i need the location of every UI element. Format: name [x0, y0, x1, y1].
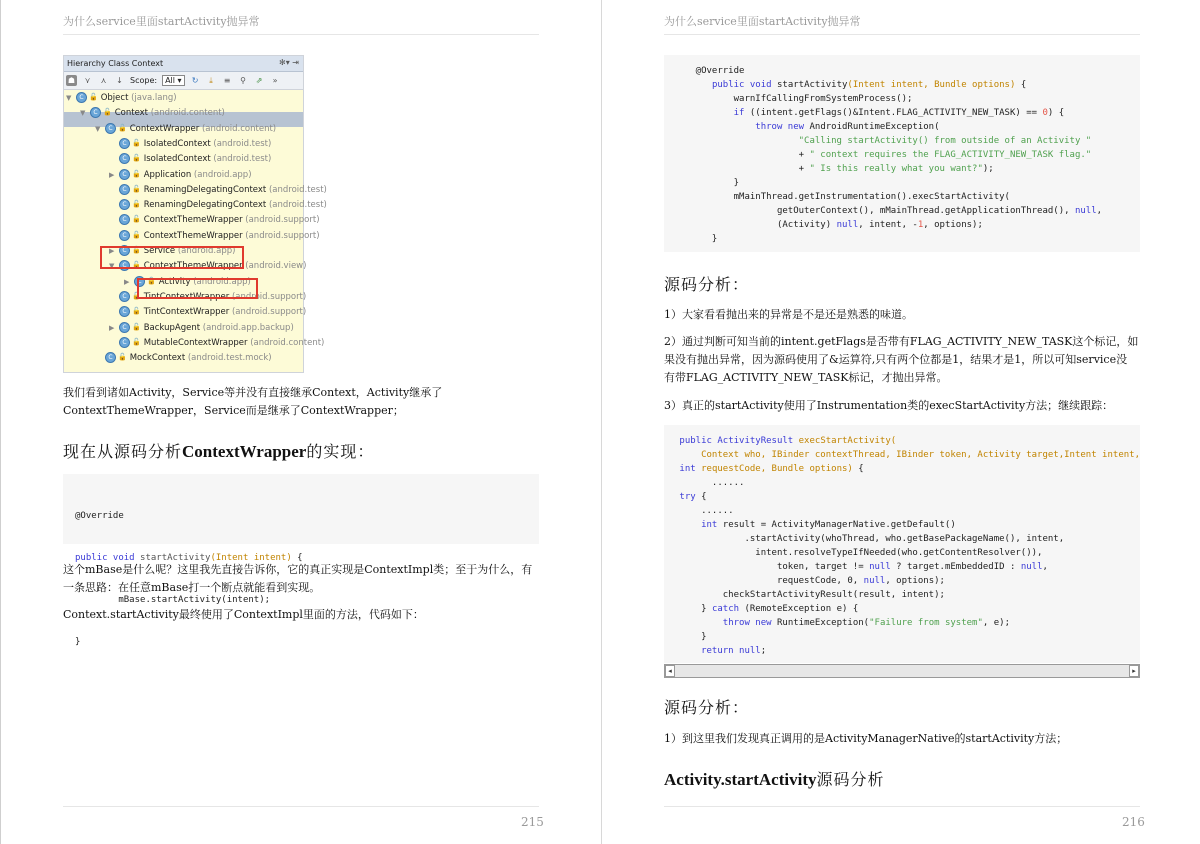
- code-line: getOuterContext(), mMainThread.getApplicationThread(), null,: [674, 206, 1103, 216]
- class-icon: C: [119, 169, 130, 180]
- hierarchy-row[interactable]: [80, 105, 225, 120]
- sort-icon[interactable]: ↓: [116, 76, 123, 85]
- class-package: (android.support): [245, 215, 320, 226]
- class-name: ContextThemeWrapper: [143, 215, 243, 226]
- class-name: Context: [114, 108, 149, 119]
- access-icon: 🔓: [132, 322, 141, 331]
- page-edge: [0, 0, 1, 844]
- access-icon: 🔓: [132, 184, 141, 193]
- class-package: (android.content): [150, 108, 225, 119]
- expand-right-icon[interactable]: ▶: [109, 170, 115, 179]
- class-icon: C: [119, 199, 130, 210]
- scroll-left-button[interactable]: ◂: [665, 665, 675, 677]
- heading-text: 现在从源码分析: [63, 442, 183, 461]
- page-number: 216: [1122, 815, 1145, 829]
- code-params: (Intent intent): [210, 553, 292, 563]
- section-heading-activity: [664, 767, 885, 790]
- class-name: IsolatedContext: [143, 154, 211, 165]
- class-package: (android.test): [268, 200, 327, 211]
- class-icon: C: [119, 306, 130, 317]
- para-line: 果没有抛出异常，因为源码使用了&运算符,只有两个位都是1，结果才是1，所以可知service没: [664, 353, 1128, 366]
- class-name: IsolatedContext: [143, 138, 211, 149]
- activity-highlight-box: [137, 278, 258, 299]
- access-icon: 🔓: [118, 353, 127, 362]
- paragraph-inheritance: [63, 384, 543, 420]
- code-line: int result = ActivityManagerNative.getDefault(): [701, 520, 956, 530]
- para-line: 2）通过判断可知当前的intent.getFlags是否带有FLAG_ACTIVITY_NEW_TASK这个标记，如: [664, 335, 1139, 348]
- code-line: public ActivityResult execStartActivity(: [679, 436, 897, 446]
- access-icon: 🔓: [118, 123, 127, 132]
- class-icon: C: [119, 230, 130, 241]
- hierarchy-row[interactable]: [109, 212, 320, 227]
- para-line: 这个mBase是什么呢？这里我先直接告诉你，它的真正实现是ContextImpl类；至于为什么，有: [63, 563, 533, 576]
- paragraph-contextimpl: Context.startActivity最终使用了ContextImpl里面的方法，代码如下：: [63, 608, 424, 621]
- code-line: }: [674, 178, 740, 188]
- scroll-right-button[interactable]: ▸: [1129, 665, 1139, 677]
- hierarchy-row[interactable]: [109, 167, 252, 182]
- section-heading-analysis-2: 源码分析：: [664, 698, 750, 717]
- export-icon[interactable]: ⤓: [209, 76, 213, 85]
- class-icon: C: [119, 322, 130, 333]
- code-line: }: [674, 632, 707, 642]
- para-line: 我们看到诸如Activity，Service等并没有直接继承Context，Activity继承了: [63, 386, 443, 399]
- code-block-instrumentation: [664, 425, 1140, 663]
- access-icon: 🔓: [147, 276, 156, 285]
- heading-text: 的实现：: [306, 442, 375, 461]
- code-line: @Override: [674, 66, 745, 76]
- class-name: ContextWrapper: [129, 123, 200, 134]
- heading-bold: ContextWrapper: [182, 442, 307, 461]
- code-line: } catch (RemoteException e) {: [674, 604, 859, 614]
- section-heading-contextwrapper: [63, 439, 374, 462]
- code-block-contextimpl: [664, 55, 1140, 252]
- para-line: ContextThemeWrapper，Service而是继承了ContextWrapper；: [63, 404, 404, 417]
- code-line: ......: [674, 506, 734, 516]
- code-line: "Calling startActivity() from outside of an Activity ": [798, 136, 1092, 146]
- code-line: .startActivity(whoThread, who.getBasePackageName(), intent,: [674, 534, 1065, 544]
- code-line: checkStartActivityResult(result, intent);: [674, 590, 945, 600]
- page-number: 215: [521, 815, 544, 829]
- access-icon: 🔓: [132, 261, 141, 270]
- class-package: (android.view): [245, 261, 307, 272]
- class-icon: C: [119, 153, 130, 164]
- class-package: (android.test): [213, 138, 272, 149]
- code-text: }: [75, 637, 81, 647]
- header-rule: [63, 34, 539, 35]
- access-icon: 🔓: [132, 230, 141, 239]
- class-icon: C: [119, 138, 130, 149]
- hierarchy-row[interactable]: [95, 350, 272, 365]
- class-package: (android.app): [177, 246, 236, 256]
- header-rule: [664, 34, 1140, 35]
- pin-icon[interactable]: ⚲: [240, 76, 246, 85]
- class-icon: C: [105, 352, 116, 363]
- class-icon: C: [119, 245, 130, 256]
- code-line: throw new AndroidRuntimeException(: [755, 122, 940, 132]
- open-icon[interactable]: ⇗: [255, 76, 263, 85]
- code-line: public void startActivity(Intent intent, Bundle options) {: [711, 80, 1027, 90]
- expand-down-icon[interactable]: ▼: [80, 109, 86, 118]
- class-icon: C: [76, 92, 87, 103]
- footer-rule: [664, 806, 1140, 807]
- class-package: (android.content): [201, 123, 277, 134]
- access-icon: 🔓: [89, 93, 98, 101]
- code-line: ......: [674, 478, 745, 488]
- code-text: mBase.startActivity(intent);: [75, 595, 271, 605]
- supertypes-icon[interactable]: ⋎: [84, 76, 91, 85]
- para-line: 有带FLAG_ACTIVITY_NEW_TASK标记，才抛出异常。: [664, 371, 948, 384]
- class-package: (android.app): [193, 276, 251, 287]
- paragraph-point-3: 3）真正的startActivity使用了Instrumentation类的execStartActivity方法；继续跟踪：: [664, 399, 1114, 412]
- expand-down-icon[interactable]: ▼: [66, 94, 72, 102]
- code-line: Context who, IBinder contextThread, IBinder token, Activity target,Intent intent,: [674, 450, 1140, 460]
- scope-label: Scope:: [130, 76, 158, 85]
- class-package: (android.app.backup): [202, 322, 294, 333]
- code-line: try {: [679, 492, 707, 502]
- scope-select[interactable]: All ▾: [162, 75, 184, 86]
- hierarchy-row[interactable]: [95, 121, 276, 136]
- hierarchy-title: Hierarchy Class Context: [67, 59, 164, 68]
- scope-value: All: [165, 76, 175, 85]
- class-icon: C: [119, 337, 130, 348]
- titlebar-controls[interactable]: ✻▾ ⇥: [279, 58, 299, 67]
- class-icon: C: [119, 291, 130, 302]
- hierarchy-row[interactable]: [109, 320, 294, 335]
- class-icon: C: [105, 123, 116, 134]
- class-name: MockContext: [129, 353, 186, 364]
- class-name: RenamingDelegatingContext: [143, 184, 267, 195]
- more-icon[interactable]: »: [272, 76, 278, 85]
- code-keyword: public void: [75, 553, 135, 563]
- class-package: (android.test): [213, 154, 272, 165]
- code-line: (Activity) null, intent, -1, options);: [674, 220, 983, 230]
- access-icon: 🔓: [132, 138, 141, 147]
- hierarchy-row[interactable]: [66, 90, 177, 105]
- class-icon: C: [119, 184, 130, 195]
- paragraph-point-1: 1）大家看看抛出来的异常是不是还是熟悉的味道。: [664, 308, 913, 321]
- class-name: TintContextWrapper: [143, 291, 230, 302]
- horizontal-scrollbar[interactable]: [664, 664, 1140, 678]
- code-text: {: [291, 553, 303, 563]
- class-package: (android.support): [245, 230, 320, 241]
- hierarchy-row[interactable]: [109, 304, 306, 319]
- hierarchy-row[interactable]: [109, 151, 271, 166]
- access-icon: 🔓: [132, 307, 141, 316]
- hierarchy-row[interactable]: [109, 197, 327, 212]
- paragraph-mbase: [63, 561, 543, 597]
- expand-right-icon[interactable]: ▶: [124, 277, 130, 286]
- heading-text: 源码分析: [816, 770, 885, 789]
- code-line: token, target != null ? target.mEmbeddedID : null,: [674, 562, 1048, 572]
- class-name: ContextThemeWrapper: [143, 230, 243, 241]
- hierarchy-panel: [63, 55, 327, 373]
- running-header: 为什么service里面startActivity抛异常: [664, 15, 861, 28]
- class-icon: C: [90, 107, 101, 118]
- code-line: mMainThread.getInstrumentation().execStartActivity(: [674, 192, 1010, 202]
- section-heading-analysis-1: 源码分析：: [664, 275, 750, 294]
- class-name: MutableContextWrapper: [143, 337, 248, 348]
- para-line: 一条思路：在任意mBase打一个断点就能看到实现。: [63, 581, 321, 594]
- class-icon: C: [134, 276, 145, 287]
- code-line: [75, 509, 539, 523]
- hierarchy-toolbar: [64, 72, 303, 90]
- code-line: return null;: [701, 646, 767, 656]
- hierarchy-row[interactable]: [109, 136, 271, 151]
- class-name: ContextThemeWrapper: [143, 261, 243, 272]
- code-text: @Override: [75, 511, 124, 521]
- class-icon: C: [119, 260, 130, 271]
- class-package: (android.support): [231, 307, 307, 318]
- expand-down-icon[interactable]: ▼: [95, 124, 101, 133]
- access-icon: 🔓: [132, 200, 141, 209]
- hierarchy-titlebar: [64, 56, 303, 72]
- code-line: + " Is this really what you want?");: [674, 164, 994, 174]
- class-package: (android.support): [231, 291, 307, 302]
- expand-right-icon[interactable]: ▶: [109, 323, 115, 332]
- class-icon: C: [119, 214, 130, 225]
- access-icon: 🔓: [132, 246, 141, 254]
- class-name: RenamingDelegatingContext: [143, 200, 267, 211]
- class-package: (android.content): [250, 337, 325, 348]
- class-name: Service: [143, 246, 176, 256]
- expand-right-icon[interactable]: ▶: [109, 247, 115, 255]
- type-hierarchy-icon[interactable]: ☗: [67, 76, 76, 85]
- heading-bold: Activity.startActivity: [664, 770, 817, 789]
- code-line: if ((intent.getFlags()&Intent.FLAG_ACTIVITY_NEW_TASK) == 0) {: [733, 108, 1065, 118]
- service-highlight-box: [100, 246, 244, 272]
- class-name: Activity: [158, 276, 191, 287]
- code-line: + " context requires the FLAG_ACTIVITY_NEW_TASK flag.": [674, 150, 1092, 160]
- code-line: }: [674, 234, 718, 244]
- code-line: throw new RuntimeException("Failure from system", e);: [722, 618, 1010, 628]
- class-package: (android.test.mock): [187, 353, 272, 364]
- hierarchy-row[interactable]: [109, 182, 327, 197]
- access-icon: 🔓: [103, 108, 112, 117]
- right-page: [602, 0, 1200, 844]
- access-icon: 🔓: [132, 169, 141, 178]
- refresh-icon[interactable]: ↻: [191, 76, 199, 85]
- class-package: (java.lang): [131, 93, 177, 103]
- class-name: Application: [143, 169, 192, 180]
- class-name: Object: [100, 93, 129, 103]
- access-icon: 🔓: [132, 215, 141, 224]
- class-name: TintContextWrapper: [143, 307, 230, 318]
- paragraph-point-4: 1）到这里我们发现真正调用的是ActivityManagerNative的startActivity方法；: [664, 732, 1068, 745]
- access-icon: 🔓: [132, 154, 141, 163]
- code-line: warnIfCallingFromSystemProcess();: [674, 94, 913, 104]
- class-package: (android.app): [193, 169, 252, 180]
- code-line: int requestCode, Bundle options) {: [679, 464, 864, 474]
- code-text: startActivity: [134, 553, 211, 563]
- expand-down-icon[interactable]: ▼: [109, 262, 115, 271]
- class-package: (android.test): [268, 184, 327, 195]
- subtypes-icon[interactable]: ⋏: [100, 76, 107, 85]
- collapse-icon[interactable]: ≡: [223, 76, 231, 85]
- footer-rule: [63, 806, 539, 807]
- paragraph-point-2: [664, 333, 1144, 387]
- running-header: 为什么service里面startActivity抛异常: [63, 15, 260, 28]
- hierarchy-row[interactable]: [109, 228, 320, 243]
- code-line: intent.resolveTypeIfNeeded(who.getContentResolver()),: [674, 548, 1043, 558]
- code-line: requestCode, 0, null, options);: [674, 576, 945, 586]
- hierarchy-row[interactable]: [109, 335, 324, 350]
- code-line: [75, 635, 539, 649]
- class-name: BackupAgent: [143, 322, 201, 333]
- access-icon: 🔓: [132, 291, 141, 300]
- access-icon: 🔓: [132, 337, 141, 346]
